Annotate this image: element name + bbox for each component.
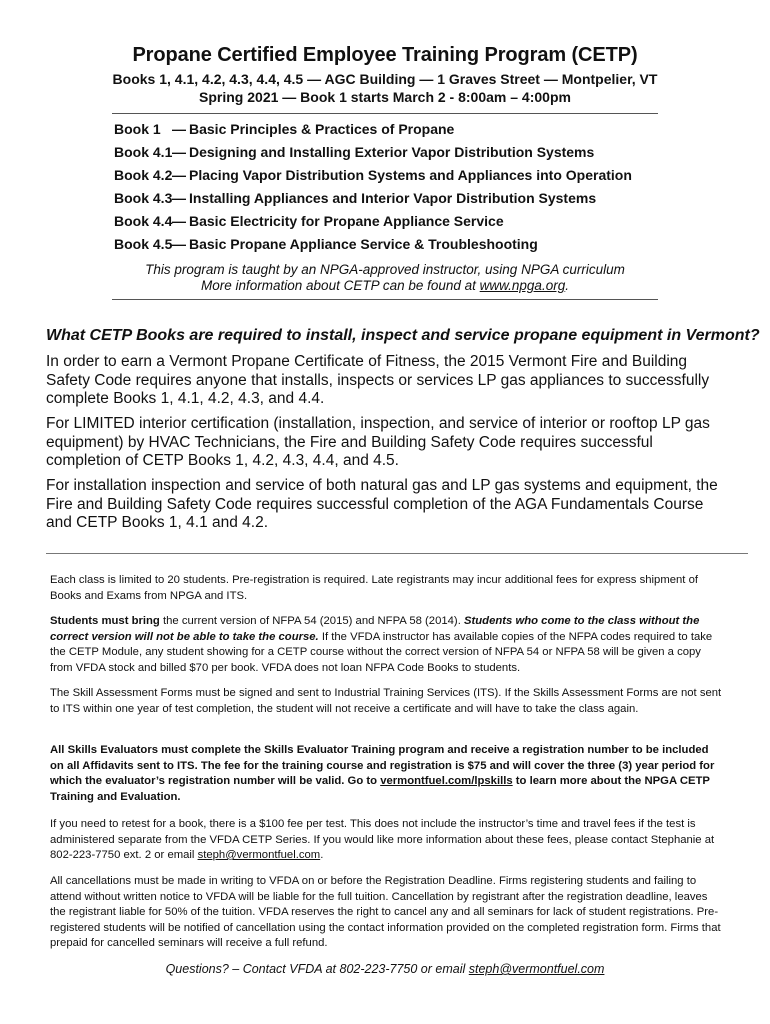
footer-email-link[interactable]: steph@vermontfuel.com	[468, 962, 605, 976]
book-number: Book 4.3	[114, 190, 173, 206]
book-number: Book 4.2	[114, 167, 173, 183]
cancellation-paragraph: All cancellations must be made in writing to VFDA on or before the Registration Deadline. Firms registering students and failing to attend without written notice to VFDA will be liable for the full tuition. Cancellation by registrant after the registration deadline, leaves the registrant liable for 50% of the tuition. VFDA reserves the right to cancel any and all seminars for lack of student registrations. Pre-registered students will be notified of cancellation using the contact information provided on the completed registration form. Firms that prepaid for cancelled seminars will receive a full refund.	[50, 875, 721, 949]
book-number: Book 4.4	[114, 213, 173, 229]
evaluators-paragraph: All Skills Evaluators must complete the Skills Evaluator Training program and receive a registration number to be included on all Affidavits sent to ITS. The fee for the training course and registration is $75 and will cover the three (3) year period for which the evaluator’s registration number will be valid. Go to vermontfuel.com/lpskills to learn more about the NPGA CETP Training and Evaluation.	[50, 744, 715, 803]
book-title: Basic Principles & Practices of Propane	[189, 121, 455, 137]
book-item	[114, 236, 674, 259]
book-list	[114, 121, 674, 259]
page-title: Propane Certified Employee Training Program (CETP)	[132, 44, 638, 66]
book-item	[114, 144, 674, 167]
book-title: Basic Electricity for Propane Appliance Service	[189, 213, 504, 229]
book-title: Basic Propane Appliance Service & Troubleshooting	[189, 236, 538, 252]
course-schedule-line: Spring 2021 — Book 1 starts March 2 - 8:00am – 4:00pm	[199, 89, 571, 105]
book-item	[114, 167, 674, 190]
skill-forms-paragraph: The Skill Assessment Forms must be signed and sent to Industrial Training Services (ITS). If the Skills Assessment Forms are not sent to ITS within one year of test completion, the student will not receive a certificate and will have to take the class again.	[50, 687, 722, 715]
more-info-note: More information about CETP can be found at www.npga.org.	[201, 278, 569, 293]
footer-contact: Questions? – Contact VFDA at 802-223-7750 or email steph@vermontfuel.com	[165, 962, 605, 976]
book-separator: —	[172, 144, 186, 160]
course-location-line: Books 1, 4.1, 4.2, 4.3, 4.4, 4.5 — AGC Building — 1 Graves Street — Montpelier, VT	[112, 71, 658, 87]
book-separator: —	[172, 236, 186, 252]
book-number: Book 4.5	[114, 236, 173, 252]
book-item	[114, 213, 674, 236]
requirement-paragraph: For installation inspection and service of both natural gas and LP gas systems and equipment, the Fire and Building Safety Code requires successful completion of the AGA Fundamentals Course and CETP Books 1, 4.1 and 4.2.	[46, 477, 718, 531]
book-separator: —	[172, 121, 186, 137]
section-heading: What CETP Books are required to install, inspect and service propane equipment in Vermont?	[46, 327, 760, 344]
instructor-note: This program is taught by an NPGA-approved instructor, using NPGA curriculum	[145, 262, 625, 277]
book-title: Installing Appliances and Interior Vapor Distribution Systems	[189, 190, 597, 206]
header-bottom-divider	[112, 299, 658, 300]
top-divider	[112, 113, 658, 114]
book-separator: —	[172, 213, 186, 229]
book-number: Book 4.1	[114, 144, 173, 160]
lpskills-link[interactable]: vermontfuel.com/lpskills	[380, 775, 513, 787]
class-limit-paragraph: Each class is limited to 20 students. Pre-registration is required. Late registrants may incur additional fees for express shipment of Books and Exams from NPGA and ITS.	[50, 574, 698, 602]
book-title: Placing Vapor Distribution Systems and Appliances into Operation	[189, 167, 632, 183]
book-title: Designing and Installing Exterior Vapor Distribution Systems	[189, 144, 595, 160]
book-item	[114, 121, 674, 144]
requirement-paragraph: For LIMITED interior certification (installation, inspection, and service of interior or rooftop LP gas equipment) by HVAC Technicians, the Fire and Building Safety Code requires successful completion of CETP Books 1, 4.2, 4.3, 4.4, and 4.5.	[46, 415, 710, 469]
section-divider	[46, 553, 748, 554]
book-item	[114, 190, 674, 213]
book-number: Book 1	[114, 121, 161, 137]
requirement-paragraph: In order to earn a Vermont Propane Certificate of Fitness, the 2015 Vermont Fire and Building Safety Code requires anyone that installs, inspects or services LP gas appliances to successfully complete Books 1, 4.1, 4.2, 4.3, and 4.4.	[46, 353, 710, 407]
materials-paragraph: Students must bring the current version of NFPA 54 (2015) and NFPA 58 (2014). Students who come to the class without the correct version will not be able to take the course. If the VFDA instructor has available copies of the NFPA codes required to take the CETP Module, any student showing for a CETP course without the correct version of NFPA 54 or NFPA 58 will be given a copy from VFDA stock and billed $70 per book. VFDA does not loan NFPA Code Books to students.	[50, 615, 713, 674]
book-separator: —	[172, 167, 186, 183]
book-separator: —	[172, 190, 186, 206]
retest-paragraph: If you need to retest for a book, there is a $100 fee per test. This does not include the instructor’s time and travel fees if the test is administered separate from the VFDA CETP Series. If you would like more information about these fees, please contact Stephanie at 802-223-7750 ext. 2 or email steph@vermontfuel.com.	[50, 818, 715, 861]
npga-link[interactable]: www.npga.org	[479, 278, 566, 293]
email-link[interactable]: steph@vermontfuel.com	[197, 849, 321, 861]
